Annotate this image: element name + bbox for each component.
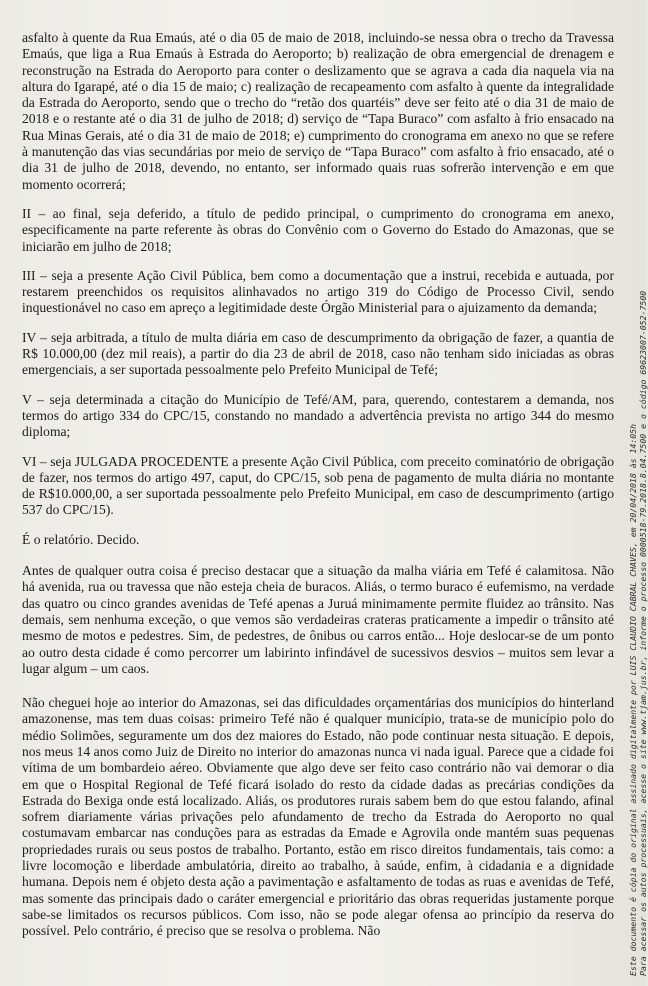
- access-line: Para acessar os autos processuais, acesse o site www.tjam.jus.br, informe o processo 0000518-79.2018.8.04.7500 e o código 69623007-052-7500: [638, 290, 648, 976]
- paragraph-item-v: V – seja determinada a citação do Município de Tefé/AM, para, querendo, contestarem a demanda, nos termos do artigo 334 do CPC/15, constando no mandado a advertência prevista no artigo 344 do mesmo diploma;: [22, 391, 614, 440]
- paragraph-item-ii: II – ao final, seja deferido, a título de pedido principal, o cumprimento do cronograma em anexo, especificamente na parte referente às obras do Convênio com o Governo do Estado do Amazonas, que se iniciarão em julho de 2018;: [22, 205, 614, 254]
- paragraph-item-iv: IV – seja arbitrada, a título de multa diária em caso de descumprimento da obrigação de fazer, a quantia de R$ 10.000,00 (dez mil reais), a partir do dia 23 de abril de 2018, caso não tenham sido iniciadas as obras emergenciais, a ser suportada pessoalmente pelo Prefeito Municipal de Tefé;: [22, 329, 614, 378]
- signature-line: Este documento é cópia do original assinado digitalmente por LUIS CLAUDIO CABRAL CHAVES, em 20/04/2018 às 14:05h: [628, 423, 638, 976]
- paragraph-malha-viaria: Antes de qualquer outra coisa é preciso destacar que a situação da malha viária em Tefé é calamitosa. Não há avenida, rua ou travessa que não esteja cheia de buracos. Aliás, o termo buraco é eufemismo, na verdade das quatro ou cinco grandes avenidas de Tefé apenas a Juruá minimamente permite fluidez ao trânsito. Nas demais, sem nenhuma exceção, o que vemos são verdadeiras crateras praticamente a impedir o trânsito até mesmo de motos e pedestres. Sim, de pedestres, de ônibus ou carros então... Hoje deslocar-se de um ponto ao outro desta cidade é como percorrer um labirinto infindável de sucessivos desvios – muitos sem levar a lugar algum – um caos.: [22, 563, 614, 676]
- document-body: [22, 30, 614, 953]
- digital-signature-notice: [628, 0, 648, 976]
- paragraph-item-iii: III – seja a presente Ação Civil Pública, bem como a documentação que a instrui, recebida e autuada, por restarem preenchidos os requisitos alinhavados no artigo 319 do Código de Processo Civil, sendo inquestionável no caso em apreço a legitimidade deste Órgão Ministerial para o ajuizamento da demanda;: [22, 267, 614, 316]
- paragraph-interior-amazonas: Não cheguei hoje ao interior do Amazonas, sei das dificuldades orçamentárias dos municípios do hinterland amazonense, mas tem duas coisas: primeiro Tefé não é qualquer município, trata-se de município polo do médio Solimões, seguramente um dos dez maiores do Estado, não pode continuar nesta situação. E depois, nos meus 14 anos como Juiz de Direito no interior do amazonas nunca vi nada igual. Parece que a cidade foi vítima de um bombardeio aéreo. Obviamente que algo deve ser feito caso contrário não vai demorar o dia em que o Hospital Regional de Tefé ficará isolado do resto da cidade dadas as precárias condições da Estrada do Bexiga onde está localizado. Aliás, os produtores rurais sabem bem do que estou falando, afinal sofrem diariamente várias privações pelo afundamento de trecho da Estrada do Aeroporto no qual costumavam embarcar nas conduções para as estradas da Emade e Agrovila onde mantém suas pequenas propriedades rurais ou seus postos de trabalho. Portanto, estão em risco direitos fundamentais, tais como: a livre locomoção e liberdade ambulatória, direito ao trabalho, à saúde, enfim, à cidadania e a dignidade humana. Depois nem é objeto desta ação a pavimentação e asfaltamento de todas as ruas e avenidas de Tefé, mas somente das principais dado o caráter emergencial e prioritário das obras requeridas justamente porque sabe-se limitados os recursos públicos. Com isso, não se pode alegar ofensa ao princípio da reserva do possível. Pelo contrário, é preciso que se resolva o problema. Não: [22, 695, 614, 939]
- paragraph-item-vi: VI – seja JULGADA PROCEDENTE a presente Ação Civil Pública, com preceito cominatório de obrigação de fazer, nos termos do artigo 497, caput, do CPC/15, sob pena de pagamento de multa diária no montante de R$10.000,00, a ser suportada pessoalmente pelo Prefeito Municipal, em caso de descumprimento (artigo 537 do CPC/15).: [22, 453, 614, 518]
- paragraph-relatorio: É o relatório. Decido.: [22, 531, 140, 547]
- paragraph-items-a-e: asfalto à quente da Rua Emaús, até o dia 05 de maio de 2018, incluindo-se nessa obra o trecho da Travessa Emaús, que liga a Rua Emaús à Estrada do Aeroporto; b) realização de obra emergencial de drenagem e reconstrução na Estrada do Aeroporto para conter o deslizamento que se agrava a cada dia naquela via na altura do Igarapé, até o dia 15 de maio; c) realização de recapeamento com asfalto à quente da integralidade da Estrada do Aeroporto, sendo que o trecho do “retão dos quartéis” deve ser feito até o dia 31 de maio de 2018 e o restante até o dia 31 de julho de 2018; d) serviço de “Tapa Buraco” com asfalto à frio ensacado na Rua Minas Gerais, até o dia 31 de maio de 2018; e) cumprimento do cronograma em anexo no que se refere à manutenção das vias secundárias por meio de serviço de “Tapa Buraco” com asfalto à frio ensacado, até o dia 31 de julho de 2018, devendo, no entanto, ser informado quais ruas sofrerão intervenção e em que momento ocorrerá;: [22, 30, 614, 192]
